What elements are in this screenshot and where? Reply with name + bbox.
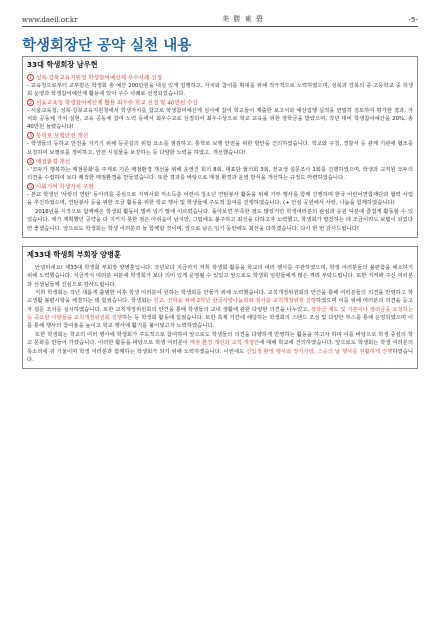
pledge-title [27,183,413,191]
pledge-title-text: 서울교육청 학생참여예산제 활용 최우수 학교 선정 및 40만원 수상 [36,100,198,107]
section-heading: 33대 학생회장 남우현 [27,60,98,69]
highlight-text: 신입생 환영 행사와 장기자랑, 스승의 날 행사를 원활하게 진행 [246,348,393,355]
pledge-body: - 본교 학생인 '사랑의 연탄' 동아리를 중심으로 지역사회 저소득층 어린이·청소년 연탄봉사 활동을 위해 기부 행사를 함께 진행하며 한국 어린이연합재단과 협력 사업을 추진하였으며, 연탄봉사 등을 위한 모금 활동을 위한 학교 행사 및 학생들에 주도적 참여를 진행하였습니다. (+ 안심 공원에서 사랑, 나눔을 함께하였습니다) [27,191,413,206]
closing-paragraph: 2016년을 시작으로 함께해온 학생회 활동이 벌써 임기 말에 이르렀습니다. 돌아보면 부족한 점도 많았지만 학생여러분의 관심과 응원 덕분에 즐겁게 활동할 수 있었습니다. 제가 계획했던 공약을 다 지키지 못한 점은 아쉬움이 남지만, 그럼에도 불구하고 최선을 다하고자 노력했고, 학생회가 발전하는 데 조금이라도 보탬이 되었다면 좋겠습니다. 앞으로도 학생회는 학생 여러분과 늘 함께할 것이며, 앞으로 남은 임기 동안에도 최선을 다하겠습니다. 다시 한 번 감사드립니다! [27,209,413,232]
pledge-title [27,99,413,107]
pledge-title-text: 성북·강북교육지원청 학생참여예산제 우수사례 선정 [36,75,162,82]
item-number-badge: 4 [27,158,34,165]
highlight-text: 장학금 제도 및 기본이나 장려금을 요청하는 등 중요한 사항들을 교칙개정위원회 진행 [27,306,413,322]
text-run: 하였으며 이를 위해 여러분의 의견을 듣고자 설문 조사를 실시하였습니다. 또한 교칙개정위원회의 안건을 통해 학생들의 교내 생활에 관한 다양한 의견을 나누었고, [27,298,413,313]
site-url: www.daeil.or.kr [22,16,78,24]
item-number-badge: 2 [27,99,34,106]
paragraph [27,331,413,364]
item-number-badge: 5 [27,183,34,190]
pledge-title-text: 매점환경 개선 [36,159,71,166]
pledge-list [27,74,413,207]
pledge-body: - '모두가 행복하는 매점문화'를 주제로 기존 매점환경 개선을 위해 운영진 회의 8회, 대표단 협의회 3회, 전교생 설문조사 1회를 진행하였으며, 학생과 교직원 모두의 의견을 수렴하여 보다 쾌적한 매점환경을 만들었습니다. 또한 결과를 바탕으로 매점 환경과 운영 방식을 개선하는 규정도 마련하였습니다. [27,166,413,181]
paragraph [27,289,413,331]
paper-name: 美 勝 東 碧 [222,15,264,23]
pledge-body: - 학생들의 등하교 안전을 지키기 위해 등굣길의 위험 요소를 점검하고, 통학로 보행 안전을 위한 방안을 건의하였습니다. 학교와 구청, 경찰서 등 관계 기관에 협조를 요청하여 보행로를 정비하고, 안전 시설물을 보강하는 등 다양한 노력을 하였고, 개선했습니다! [27,141,413,156]
highlight-text: 매점 환경 개선과 교칙 개정안 [189,340,260,347]
page-number: -5- [408,16,418,24]
text-run: 하는 등 학생회 활동에 힘썼습니다. 또한 축제 기간에 해당하는 학생회의 스탠드 조성 및 다양한 부스를 통해 운영하였으며 이를 통해 행사의 참여율을 높이고 학교 행사에 활기를 불어넣고자 노력하였습니다. [27,315,413,330]
page-title: 학생회장단 공약 실천 내용 [22,37,192,54]
pledge-title [27,74,413,82]
paragraph [27,264,413,289]
header-rule [22,26,418,27]
text-run: 에 대해 학교에 건의하였습니다. 앞으로도 학생회는 학생 여러분의 목소리에 귀 기울이며 학생 여러분과 함께하는 학생회가 되기 위해 노력하겠습니다. 이번에도 [27,340,413,355]
text-run: 하였습니다. [27,348,413,363]
pledge-body: - 서울교육청, 성북·강북교육지원청에서 학생자치를 참고로 학생참여예산제 심사에 참여 학교들이 제출한 보고서와 예산집행 실적을 면밀히 검토하여 평가한 결과, 자치와 공동체 가치 실현, 교육 공동체 참여 노력 등에서 최우수교로 선정되어 최우수상으로 학교 교육을 위한 장학금을 받았으며, 작년 대비 학생참여예산을 20%, 총 40만원 늘렸습니다! [27,108,413,131]
pledge-title-text: 사회기여 학생자치 구현 [36,184,94,191]
pledge-title-text: 통학로 보행안전 개선 [36,133,89,140]
body-text [27,264,413,364]
highlight-text: 친교, 진학을 위해 2학년 한국사랑나눔회와 심사를 교칙개정위원 진행 [153,298,316,305]
article-box-president [22,56,418,238]
pledge-title [27,158,413,166]
text-run: 또한 학생회는 학교의 여러 행사에 학생회가 주도적으로 참여하여 앞으로도 학생들의 의견을 다양하게 반영하는 활동을 하고자 하며 이를 바탕으로 학생 중심의 학교 문화를 만들어 가겠습니다. 이러한 활동을 바탕으로 학생 여러분이 [27,331,413,347]
item-number-badge: 3 [27,132,34,139]
page-header [22,14,418,24]
text-run: 안녕하세요! 제33대 학생회 부회장 양병훈입니다. 작년보다 지금까지 저희 학생회 활동을 학교의 여러 행사를 주관하였으며, 학생 여러분들의 불편함을 해소하기 위해 노력했습니다. 지금까지 여러분 덕분에 학생회가 보다 의미 있게 운영될 수 있었고 앞으로도 학생회 임원들에게 많은 격려 부탁드립니다. 또한 지켜봐 주신 여러분과 선생님들께 진심으로 감사드립니다. [27,265,413,288]
text-run: 저희 학생회는 작년 새롭게 출범한 이후 학생 여러분이 원하는 학생회를 만들기 위해 노력했습니다. 교칙개정위원회의 안건을 통해 여러분들의 의견을 반영하고 학교생활 불편사항을 해결하는 데 힘썼습니다. 학생회는 [27,290,413,305]
section-heading: 제33대 학생회 부회장 양병훈 [27,250,121,260]
article-box-vice-president [22,246,418,369]
pledge-title [27,132,413,140]
pledge-body: - 교육청으로부터 교부받은 학생회 총 예산 200만원을 내실 있게 집행하고, 자치와 참여를 확대를 위해 적극적으로 노력하였으며, 성북과 강북의 중·고등학교 중 학생회 운영과 학생참여예산제 활용에 있어 우수 사례로 선정되었습니다. [27,83,413,98]
item-number-badge: 1 [27,74,34,81]
